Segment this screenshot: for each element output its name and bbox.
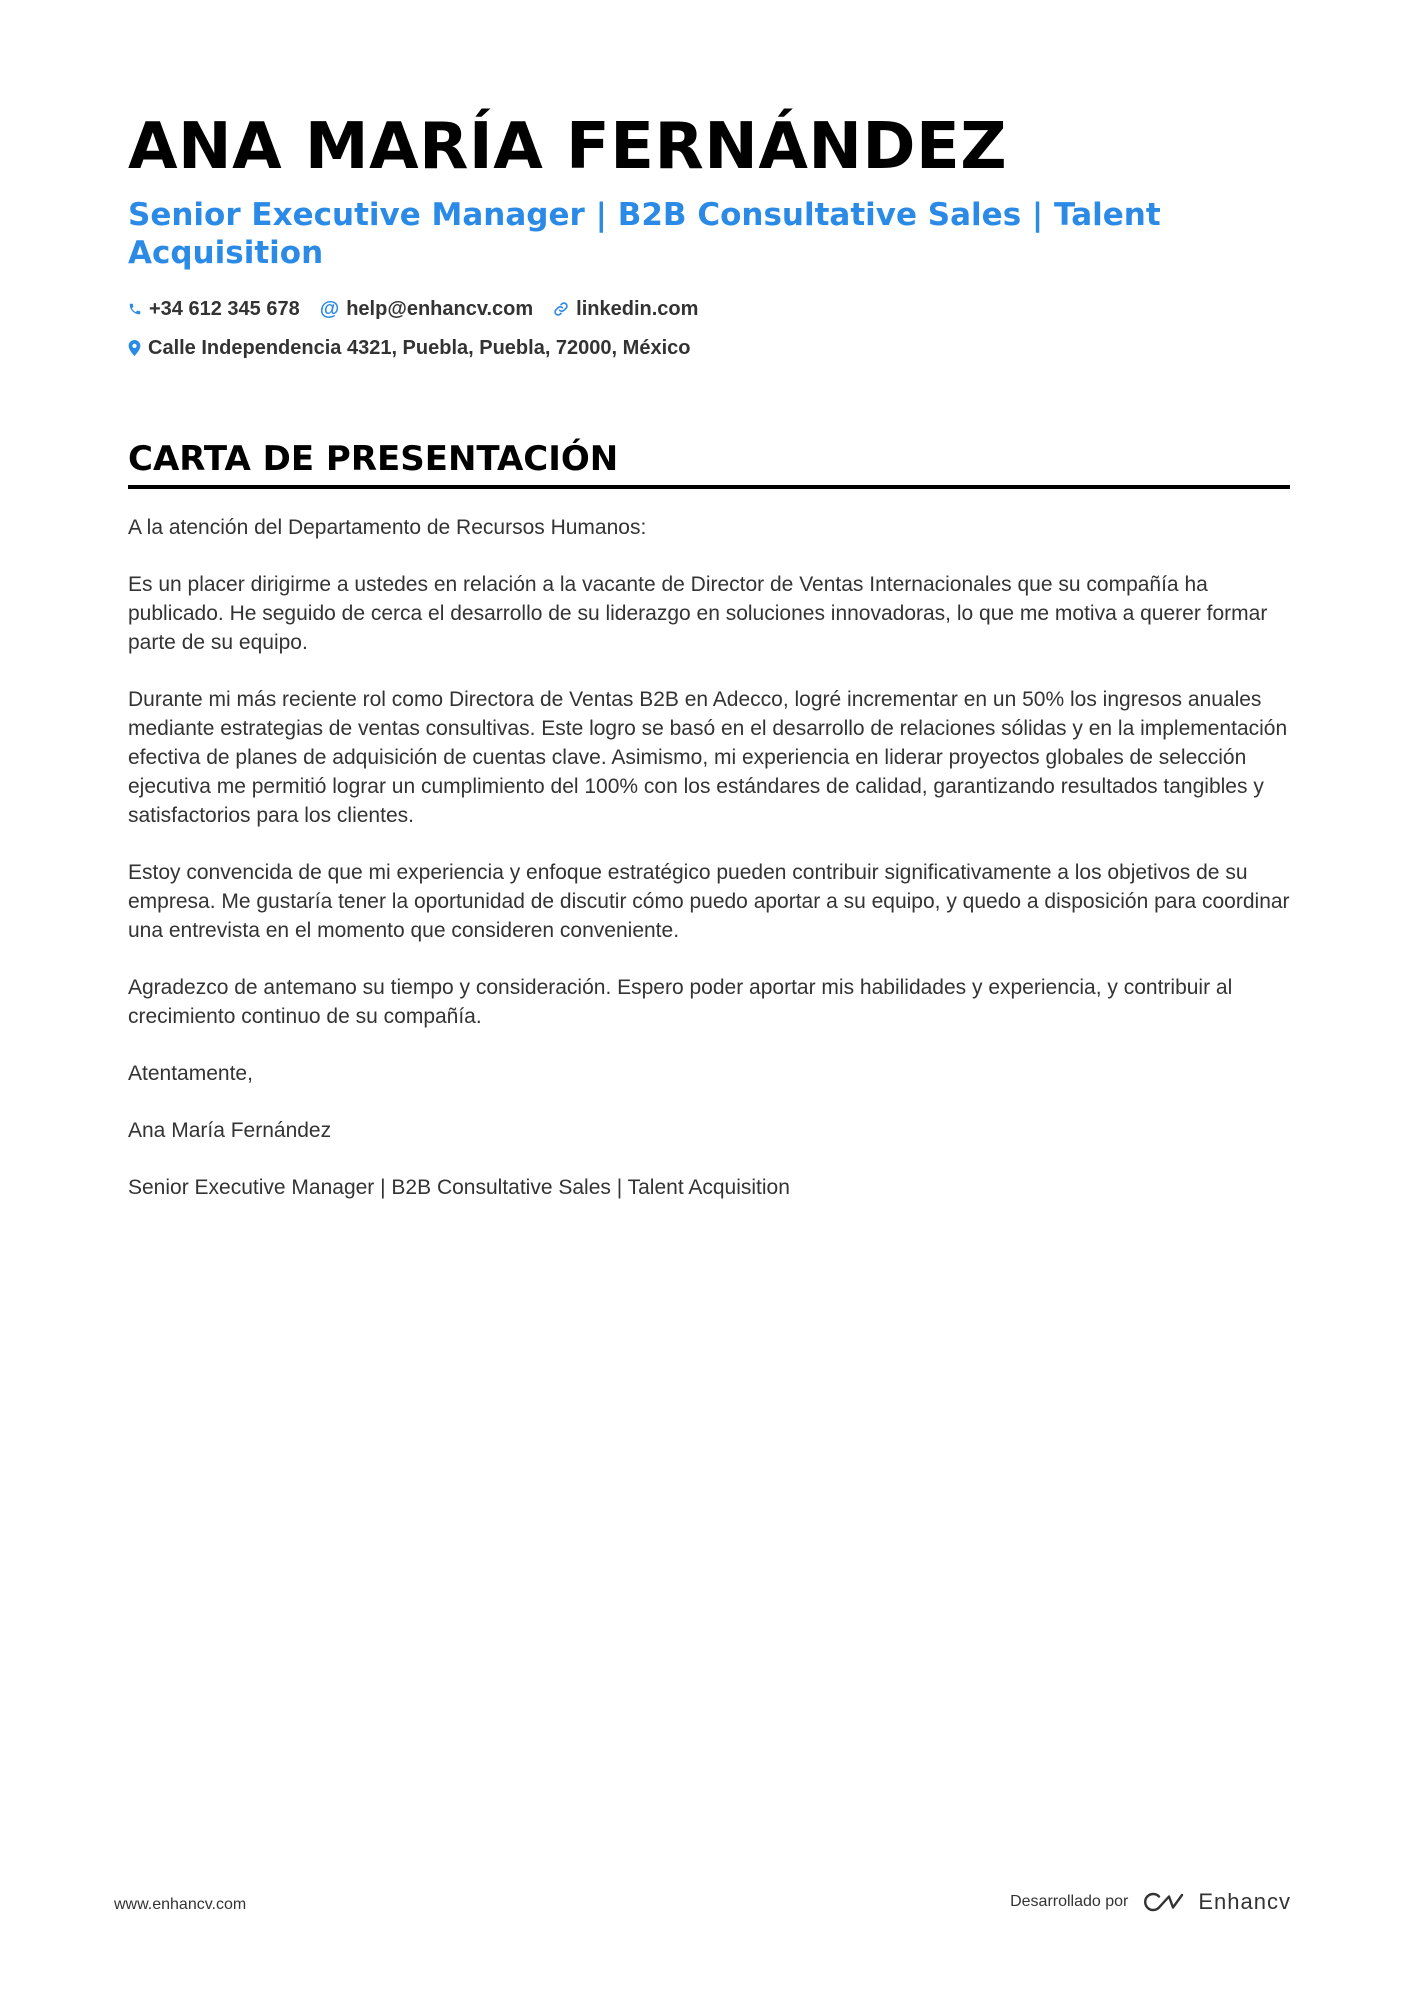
linkedin-contact[interactable] [553, 298, 698, 321]
section-title: CARTA DE PRESENTACIÓN [128, 439, 619, 479]
letter-salutation: A la atención del Departamento de Recursos Humanos: [128, 516, 647, 539]
letter-paragraph: Durante mi más reciente rol como Directora de Ventas B2B en Adecco, logré incrementar en un 50% los ingresos anuales mediante estrategias de ventas consultivas. Este logro se basó en el desarrollo de relaciones sólidas y en la implementación efectiva de planes de adquisición de cuentas clave. Asimismo, mi experiencia en liderar proyectos globales de selección ejecutiva me permitió lograr un cumplimiento del 100% con los estándares de calidad, garantizando resultados tangibles y satisfactorios para los clientes. [128, 688, 1288, 827]
cover-letter-page [128, 112, 1290, 1230]
letter-paragraph: Es un placer dirigirme a ustedes en relación a la vacante de Director de Ventas Internacionales que su compañía ha publicado. He seguido de cerca el desarrollo de su liderazgo en soluciones innovadoras, lo que me motiva a querer formar parte de su equipo. [128, 573, 1268, 654]
email-contact[interactable] [320, 298, 533, 321]
contact-row-primary [128, 294, 1290, 324]
phone-number: +34 612 345 678 [149, 297, 300, 320]
applicant-name: ANA MARÍA FERNÁNDEZ [128, 110, 1008, 184]
applicant-headline: Senior Executive Manager | B2B Consultative Sales | Talent Acquisition [128, 197, 1161, 271]
letter-closing: Atentamente, [128, 1062, 253, 1085]
address-text: Calle Independencia 4321, Puebla, Puebla, 72000, México [148, 336, 691, 359]
section-divider [128, 485, 1290, 489]
contact-info [128, 294, 1290, 363]
brand-name: Enhancv [1198, 1889, 1291, 1914]
letter-paragraph: Agradezco de antemano su tiempo y consideración. Espero poder aportar mis habilidades y experiencia, y contribuir al crecimiento continuo de su compañía. [128, 976, 1233, 1028]
phone-contact[interactable] [128, 298, 300, 321]
letter-paragraph: Estoy convencida de que mi experiencia y enfoque estratégico pueden contribuir significativamente a los objetivos de su empresa. Me gustaría tener la oportunidad de discutir cómo puedo aportar a su equipo, y quedo a disposición para coordinar una entrevista en el momento que consideren conveniente. [128, 861, 1290, 942]
at-icon: @ [319, 297, 340, 320]
powered-by-label: Desarrollado por [1010, 1893, 1129, 1910]
contact-row-address [128, 333, 1290, 363]
address-contact [128, 337, 690, 360]
signature-name: Ana María Fernández [128, 1119, 332, 1142]
enhancv-logo-icon [1142, 1890, 1186, 1914]
link-icon [553, 301, 569, 317]
email-address: help@enhancv.com [346, 297, 534, 320]
signature-title: Senior Executive Manager | B2B Consultative Sales | Talent Acquisition [128, 1176, 790, 1199]
location-icon [128, 340, 141, 356]
footer-branding[interactable] [1010, 1889, 1291, 1915]
letter-body [128, 513, 1290, 1202]
footer-website[interactable]: www.enhancv.com [114, 1896, 247, 1913]
linkedin-link: linkedin.com [576, 297, 699, 320]
phone-icon [128, 302, 142, 316]
